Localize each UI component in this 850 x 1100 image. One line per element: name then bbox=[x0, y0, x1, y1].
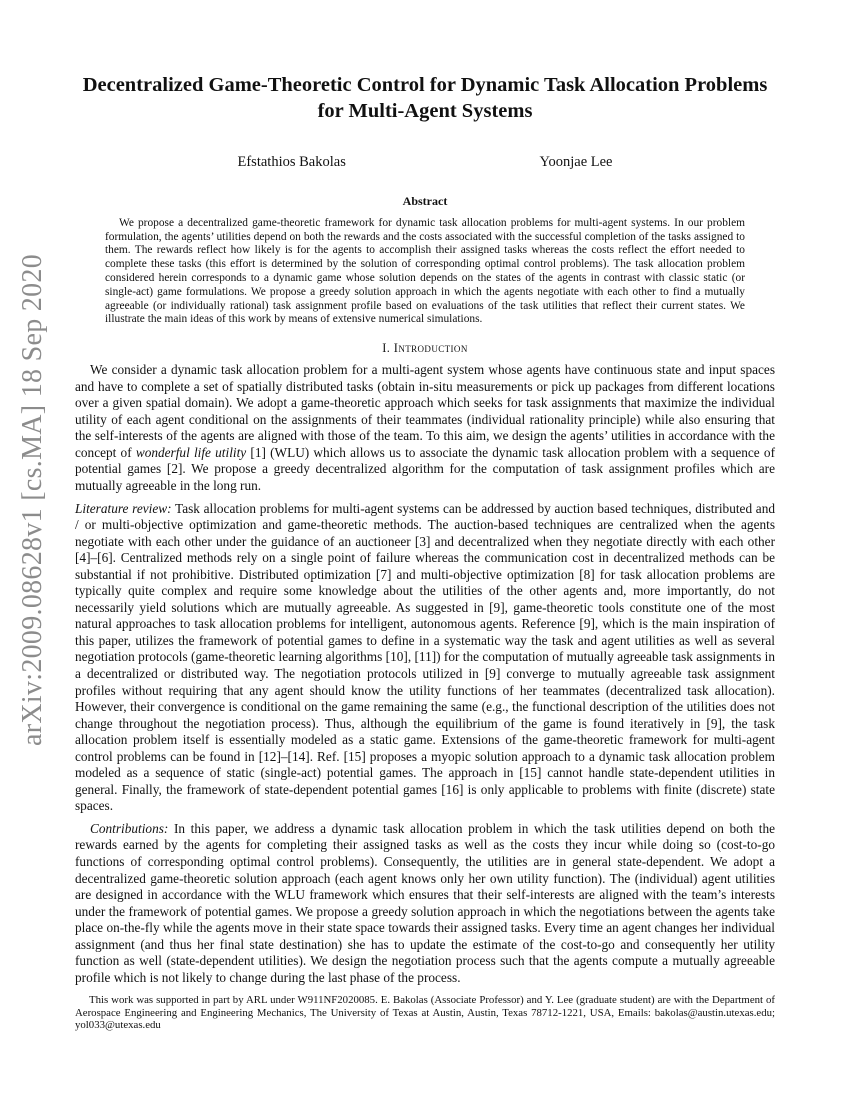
author-name: Yoonjae Lee bbox=[539, 154, 613, 170]
paragraph-literature-review bbox=[75, 501, 775, 815]
section-number: I. bbox=[382, 341, 391, 356]
paragraph-text: In this paper, we address a dynamic task allocation problem in which the task utilities depend on both the rewards earned by the agents for completing their assigned tasks as well as the costs they incur while doing so (cost-to-go functions of corresponding optimal control problems). Consequently, the utilities are in general state-dependent. We adopt a decentralized game-theoretic solution approach (each agent knows only her own utility function). The (individual) agent utilities are designed in accordance with the WLU framework which ensures that their self-interests are aligned with the team’s interests under the framework of potential games. We propose a greedy solution approach in which the negotiations between the agents take place on-the-fly while the agents move in their state space towards their assigned tasks. Every time an agent changes her individual assignment (and thus her final state destination) she has to update the estimate of the cost-to-go and consequently her utility function as well (state-dependent utilities). We design the negotiation process such that the agents compute a mutually agreeable profile which is not likely to change during the last phase of the process. bbox=[75, 820, 775, 985]
paragraph-label: Contributions: bbox=[90, 820, 169, 836]
paper-title: Decentralized Game-Theoretic Control for Dynamic Task Allocation Problems for Multi-Agent Systems bbox=[82, 74, 768, 122]
arxiv-identifier-text: arXiv:2009.08628v1 [cs.MA] 18 Sep 2020 bbox=[17, 253, 48, 747]
abstract-text: We propose a decentralized game-theoretic framework for dynamic task allocation problems for multi-agent systems. In our problem formulation, the agents’ utilities depend on both the rewards and the costs associated with the successful completion of the tasks assigned to them. The rewards reflect how likely is for the agents to accomplish their assigned tasks whereas the costs reflect the effort needed to complete these tasks (this effort is determined by the solution of corresponding optimal control problems). The task allocation problem considered herein corresponds to a dynamic game whose solution depends on the states of the agents in contrast with classic static (or single-act) game formulations. We propose a greedy solution approach in which the agents negotiate with each other to find a mutually agreeable (or individually rational) task assignment profile based on evaluations of the task utilities that reflect their current states. We illustrate the main ideas of this work by means of extensive numerical simulations. bbox=[105, 216, 745, 326]
abstract bbox=[105, 195, 745, 327]
arxiv-identifier bbox=[12, 253, 54, 747]
paragraph-label: Literature review: bbox=[75, 500, 172, 516]
paragraph-text: We consider a dynamic task allocation problem for a multi-agent system whose agents have continuous state and input spaces and have to complete a set of spatially distributed tasks (obtain in-situ measurements or pick up packages from different locations over a given spatial domain). We adopt a game-theoretic approach which seeks for task assignments that maximize the individual utility of each agent conditional on the assignments of their teammates (individual rationality principle) while also ensuring that the self-interests of the agents are aligned with those of the team. To this aim, we design the agents’ utilities in accordance with the concept of bbox=[75, 362, 775, 460]
paragraph-contributions bbox=[75, 821, 775, 986]
section-title: Introduction bbox=[393, 341, 468, 356]
paragraph-text: Task allocation problems for multi-agent systems can be addressed by auction based techniques, distributed and / or multi-objective optimization and game-theoretic methods. The auction-based techniques are centralized when the agents negotiate with each other under the guidance of an auctioneer [3] and decentralized when they negotiate directly with each other [4]–[6]. Centralized methods rely on a single point of failure whereas the communication cost in decentralized methods can be substantial if not prohibitive. Distributed optimization [7] and multi-objective optimization [8] for task allocation problems are typically quite complex and require some knowledge about the utilities of the other agents and, more importantly, do not necessarily yield solutions which are mutually agreeable. As suggested in [9], game-theoretic tools constitute one of the most natural approaches to task allocation problems for intelligent, autonomous agents. Reference [9], which is the main inspiration of this paper, utilizes the framework of potential games to define in a systematic way the task and agent utilities as well as several negotiation protocols (game-theoretic learning algorithms [10], [11]) for the computation of mutually agreeable task assignments in a decentralized or distributed way. The negotiation protocols utilized in [9] converge to mutually agreeable task assignment profiles without requiring that any agent should know the utility functions of her teammates (decentralized task allocation). However, their convergence is conditional on the game remaining the same (e.g., the functional description of the utilities does not change throughout the negotiation process). Thus, although the equilibrium of the game is found iteratively in [9], the task allocation problem itself is essentially modeled as a static game. Extensions of the game-theoretic framework for multi-agent control problems can be found in [12]–[14]. Ref. [15] proposes a myopic solution approach to a dynamic task allocation problem modeled as a sequence of static (single-act) potential games. The approach in [15] cannot handle state-dependent utilities in general. Finally, the framework of state-dependent potential games [16] is only applicable to problems with finite (discrete) state spaces. bbox=[75, 500, 775, 814]
abstract-heading: Abstract bbox=[402, 194, 448, 208]
author-name: Efstathios Bakolas bbox=[237, 154, 346, 170]
author-list bbox=[238, 154, 613, 171]
emphasized-term: wonderful life utility bbox=[135, 444, 247, 460]
footnote: This work was supported in part by ARL under W911NF2020085. E. Bakolas (Associate Professor) and Y. Lee (graduate student) are with the Department of Aerospace Engineering and Engineering Mechanics, The University of Texas at Austin, Austin, Texas 78712-1221, USA, Emails: bakolas@austin.utexas.edu; yol033@utexas.edu bbox=[75, 994, 775, 1032]
paper-page bbox=[75, 72, 775, 1032]
section-heading bbox=[75, 341, 775, 356]
body-text bbox=[75, 362, 775, 986]
paragraph-text: [1] (WLU) which allows us to associate the dynamic task allocation problem with a sequence of potential games [2]. We propose a greedy decentralized algorithm for the computation of task assignment profiles which are mutually agreeable in the long run. bbox=[75, 444, 775, 493]
paragraph-introduction bbox=[75, 362, 775, 494]
